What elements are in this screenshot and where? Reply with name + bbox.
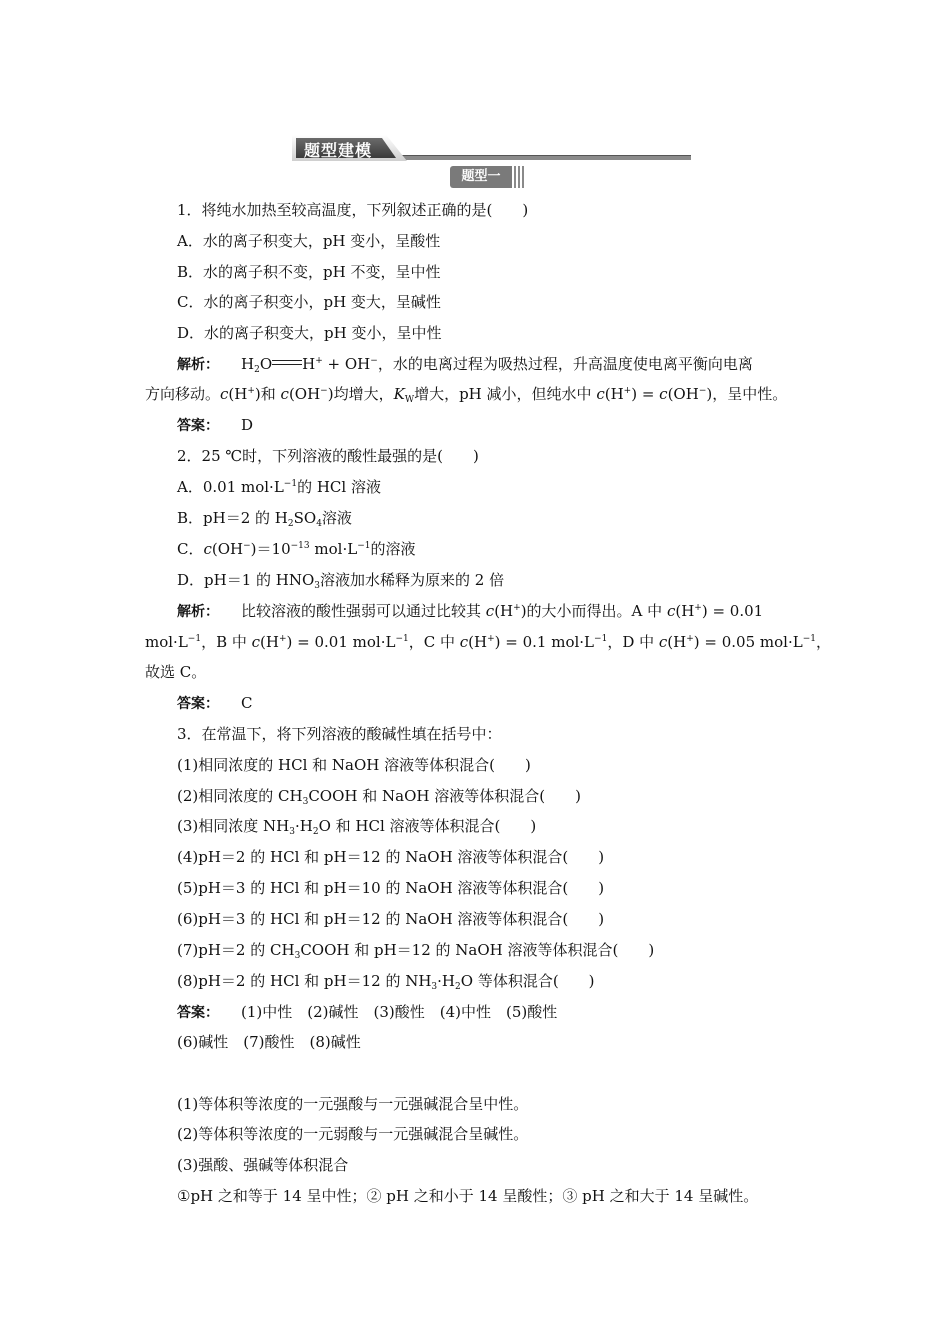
question-1-option-a: A．水的离子积变大，pH 变小，呈酸性	[177, 232, 441, 250]
question-2-option-b: B．pH＝2 的 $H_2SO_4$溶液	[177, 509, 352, 529]
question-3-item-3: (3)相同浓度 $NH_3\cdot H_2O$ 和 HCl 溶液等体积混合( )	[177, 817, 537, 837]
question-2-analysis: 解析： 比较溶液的酸性强弱可以通过比较其 c(H+)的大小而得出。A 中 c(H+) = 0.01	[177, 602, 764, 620]
question-3-answer: 答案： (1)中性 (2)碱性 (3)酸性 (4)中性 (5)酸性	[177, 1003, 558, 1021]
question-1-option-b: B．水的离子积不变，pH 不变，呈中性	[177, 263, 441, 281]
answer-value: D	[241, 416, 254, 434]
question-2-stem: 2．25 ℃时，下列溶液的酸性最强的是( )	[177, 447, 479, 465]
question-3-item-8: (8)pH＝2 的 HCl 和 pH＝12 的 $NH_3\cdot H_2O$ 等体积混合( )	[177, 972, 595, 992]
question-2-analysis-cont: $mol\cdot L^{-1}$，B 中 c(H+) = 0.01 $mol\cdot L^{-1}$，C 中 c(H+) = 0.1 $mol\cdot L^{-1}$，D 中 c(H+) = 0.05 $mol\cdot L^{-1}$，	[145, 633, 831, 651]
summary-line-2: (2)等体积等浓度的一元弱酸与一元强碱混合呈碱性。	[177, 1125, 529, 1143]
question-3-answer-cont: (6)碱性 (7)酸性 (8)碱性	[177, 1033, 361, 1051]
question-3-item-7: (7)pH＝2 的 $CH_3COOH$ 和 pH＝12 的 NaOH 溶液等体积混合( )	[177, 941, 655, 961]
question-1-stem: 1．将纯水加热至较高温度，下列叙述正确的是( )	[177, 201, 529, 219]
subsection-title: 题型一	[450, 166, 512, 188]
section-banner	[292, 134, 692, 164]
question-3-stem: 3．在常温下，将下列溶液的酸碱性填在括号中：	[177, 725, 502, 743]
banner-rule	[387, 155, 691, 160]
question-1-analysis-cont: 方向移动。c(H+)和 c(OH−)均增大，$K_W$增大，pH 减小，但纯水中 c(H+) = c(OH−)，呈中性。	[145, 385, 788, 405]
summary-line-4: ①pH 之和等于 14 呈中性；② pH 之和小于 14 呈酸性；③ pH 之和大于 14 呈碱性。	[177, 1187, 759, 1205]
question-3-item-2: (2)相同浓度的 $CH_3COOH$ 和 NaOH 溶液等体积混合( )	[177, 787, 581, 807]
summary-line-3: (3)强酸、强碱等体积混合	[177, 1156, 349, 1174]
question-1-option-c: C．水的离子积变小，pH 变大，呈碱性	[177, 293, 441, 311]
question-3-item-1: (1)相同浓度的 HCl 和 NaOH 溶液等体积混合( )	[177, 756, 531, 774]
summary-line-1: (1)等体积等浓度的一元强酸与一元强碱混合呈中性。	[177, 1095, 529, 1113]
question-1-analysis: 解析： $H_2O$ H+ + OH−，水的电离过程为吸热过程，升高温度使电离平衡向电离	[177, 355, 753, 375]
question-3-item-5: (5)pH＝3 的 HCl 和 pH＝10 的 NaOH 溶液等体积混合( )	[177, 879, 605, 897]
banner-title: 题型建模	[304, 141, 373, 160]
equilibrium-arrow-icon	[272, 358, 302, 368]
question-2-option-d: D．pH＝1 的 $HNO_3$溶液加水稀释为原来的 2 倍	[177, 571, 505, 591]
question-3-item-6: (6)pH＝3 的 HCl 和 pH＝12 的 NaOH 溶液等体积混合( )	[177, 910, 605, 928]
question-2-answer: 答案： C	[177, 694, 253, 712]
question-1-answer	[177, 415, 253, 436]
question-2-option-c: C．$c(OH^-)=10^{-13}$ $mol\cdot L^{-1}$的溶液	[177, 540, 416, 558]
question-1-option-d: D．水的离子积变大，pH 变小，呈中性	[177, 324, 442, 342]
answer-label: 答案：	[177, 418, 219, 434]
question-3-item-4: (4)pH＝2 的 HCl 和 pH＝12 的 NaOH 溶液等体积混合( )	[177, 848, 605, 866]
stripe-decoration	[514, 166, 524, 188]
question-2-option-a: A．0.01 $mol\cdot L^{-1}$的 HCl 溶液	[177, 478, 381, 496]
question-2-analysis-end: 故选 C。	[145, 663, 207, 681]
analysis-label: 解析：	[177, 357, 219, 373]
